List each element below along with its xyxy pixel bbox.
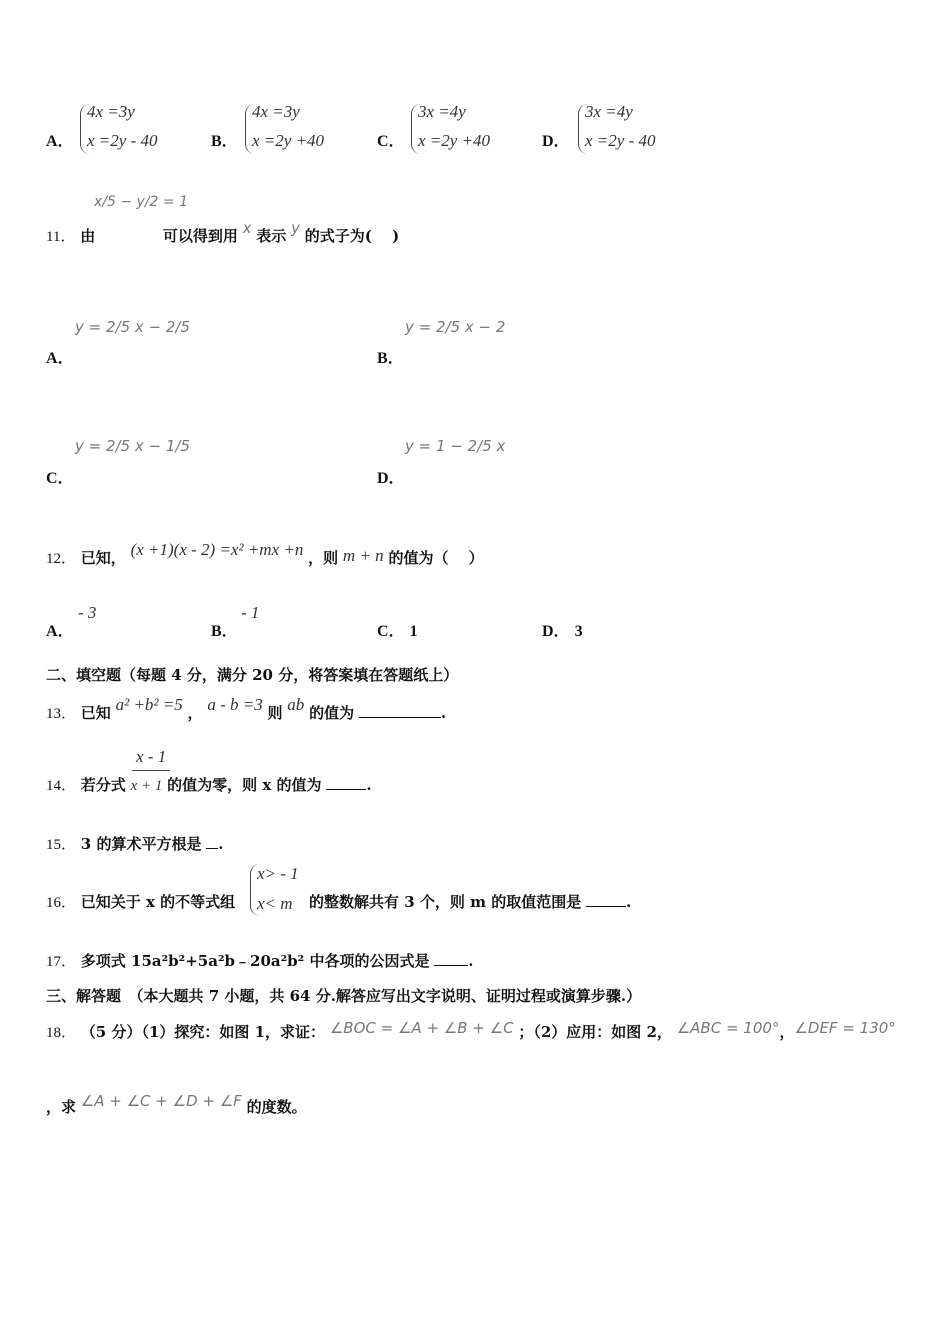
- question-number: 14．: [46, 778, 77, 794]
- option-label[interactable]: C．: [46, 470, 74, 487]
- question-text: 的整数解共有 3 个，则 m 的取值范围是: [309, 893, 582, 911]
- question-text: 表示: [256, 227, 287, 245]
- question-text: 则: [267, 704, 283, 722]
- option-value: 3: [574, 623, 583, 640]
- q10-option-a[interactable]: [46, 128, 74, 151]
- question-line: [46, 219, 400, 246]
- fraction-numerator: x - 1: [136, 747, 167, 766]
- option-label[interactable]: A．: [46, 350, 74, 367]
- variable: y: [291, 219, 300, 237]
- q10-option-c[interactable]: [377, 128, 405, 151]
- question-line: 的整数解共有 3 个，则 m 的取值范围是 .: [309, 893, 632, 911]
- question-text: 由: [80, 227, 96, 245]
- option-label[interactable]: B．: [211, 623, 238, 640]
- option-label: C．: [377, 133, 405, 150]
- equation: x =2y +40: [418, 131, 491, 150]
- question-line: [46, 1092, 307, 1117]
- question-text: 的度数。: [246, 1098, 307, 1116]
- question-number: 17．: [46, 954, 77, 970]
- question-text: 已知，: [80, 549, 126, 567]
- equation: 3x =4y: [585, 102, 633, 121]
- formula: ∠A + ∠C + ∠D + ∠F: [80, 1092, 242, 1110]
- question-text: 的值为: [309, 704, 355, 722]
- formula: x/5 − y/2 = 1: [94, 194, 188, 210]
- formula: ∠DEF = 130°: [794, 1019, 896, 1037]
- formula: ∠BOC = ∠A + ∠B + ∠C: [329, 1019, 514, 1037]
- question-number: 15．: [46, 837, 77, 853]
- inequality: x< m: [257, 894, 293, 913]
- answer-blank[interactable]: [586, 906, 626, 907]
- variable: x: [242, 219, 252, 237]
- formula: ab: [287, 695, 305, 714]
- question-text: ，: [779, 1023, 795, 1041]
- equation: 3x =4y: [418, 102, 466, 121]
- option-value: - 3: [78, 603, 97, 622]
- question-text: ；（2）应用：如图 2，: [518, 1023, 672, 1041]
- question-line: 14． 若分式 x + 1 的值为零，则 x 的值为 .: [46, 776, 372, 794]
- inequality: x> - 1: [257, 864, 299, 883]
- option-label: D．: [542, 623, 570, 640]
- option-label: A．: [46, 133, 74, 150]
- question-number: 18．: [46, 1025, 77, 1041]
- formula: ∠ABC = 100°: [676, 1019, 780, 1037]
- option-c[interactable]: [377, 618, 418, 641]
- formula: (x +1)(x - 2) =x² +mx +n: [130, 540, 304, 559]
- option-expr: y = 2/5 x − 2/5: [75, 318, 191, 336]
- question-line: [46, 891, 235, 912]
- option-label: D．: [542, 133, 570, 150]
- q10-option-d[interactable]: [542, 128, 570, 151]
- question-text: 3 的算术平方根是: [80, 835, 202, 853]
- option-label: C．: [377, 623, 405, 640]
- equation: x =2y - 40: [585, 131, 656, 150]
- formula: a - b =3: [207, 695, 263, 714]
- question-text: （5 分）（1）探究：如图 1，求证：: [80, 1023, 326, 1041]
- formula: m + n: [342, 546, 384, 565]
- question-number: 11．: [46, 229, 76, 245]
- question-text: ，则: [308, 549, 339, 567]
- option-value: 1: [409, 623, 418, 640]
- question-number: 13．: [46, 706, 77, 722]
- answer-blank[interactable]: [359, 717, 441, 718]
- formula: a² +b² =5: [115, 695, 183, 714]
- question-number: 12．: [46, 551, 77, 567]
- answer-blank[interactable]: [434, 965, 468, 966]
- option-expr: y = 1 − 2/5 x: [405, 437, 506, 455]
- question-text: ，: [187, 704, 203, 722]
- question-text: ，求: [46, 1098, 77, 1116]
- question-text: 多项式 15a²b²+5a²b﹣20a²b² 中各项的公因式是: [80, 952, 430, 970]
- question-line: [46, 1021, 896, 1042]
- section-heading: 三、解答题 （本大题共 7 小题，共 64 分.解答应写出文字说明、证明过程或演算步骤.）: [46, 987, 642, 1005]
- option-expr: y = 2/5 x − 1/5: [75, 437, 191, 455]
- answer-blank[interactable]: [326, 789, 366, 790]
- question-text: 的式子为( ): [304, 227, 400, 245]
- question-13: 13． 已知 a² +b² =5 ， a - b =3 则 ab 的值为 .: [46, 695, 447, 722]
- equation: x =2y - 40: [87, 131, 158, 150]
- option-label[interactable]: D．: [377, 470, 405, 487]
- option-value: - 1: [241, 603, 260, 622]
- option-label: B．: [211, 133, 238, 150]
- question-text: 的值为零，则 x 的值为: [167, 776, 322, 794]
- equation: 4x =3y: [252, 102, 300, 121]
- fraction-bar: [132, 770, 170, 771]
- question-number: 16．: [46, 895, 77, 911]
- option-label[interactable]: B．: [377, 350, 404, 367]
- question-text: 的值为（ ）: [388, 549, 484, 567]
- question-text: 若分式: [80, 776, 126, 794]
- question-text: 已知: [80, 704, 111, 722]
- question-text: 可以得到用: [162, 227, 238, 245]
- section-heading: 二、填空题（每题 4 分，满分 20 分，将答案填在答题纸上）: [46, 666, 459, 684]
- question-17: 17． 多项式 15a²b²+5a²b﹣20a²b² 中各项的公因式是 .: [46, 952, 474, 970]
- fraction-denominator: x + 1: [130, 778, 163, 794]
- option-expr: y = 2/5 x − 2: [405, 318, 506, 336]
- question-text: 已知关于 x 的不等式组: [80, 893, 236, 911]
- question-15: 15． 3 的算术平方根是 .: [46, 835, 224, 853]
- q10-option-b[interactable]: [211, 128, 238, 151]
- answer-blank[interactable]: [206, 848, 218, 849]
- option-d[interactable]: [542, 618, 583, 641]
- equation: 4x =3y: [87, 102, 135, 121]
- equation: x =2y +40: [252, 131, 325, 150]
- option-label[interactable]: A．: [46, 623, 74, 640]
- question-line: [46, 540, 484, 568]
